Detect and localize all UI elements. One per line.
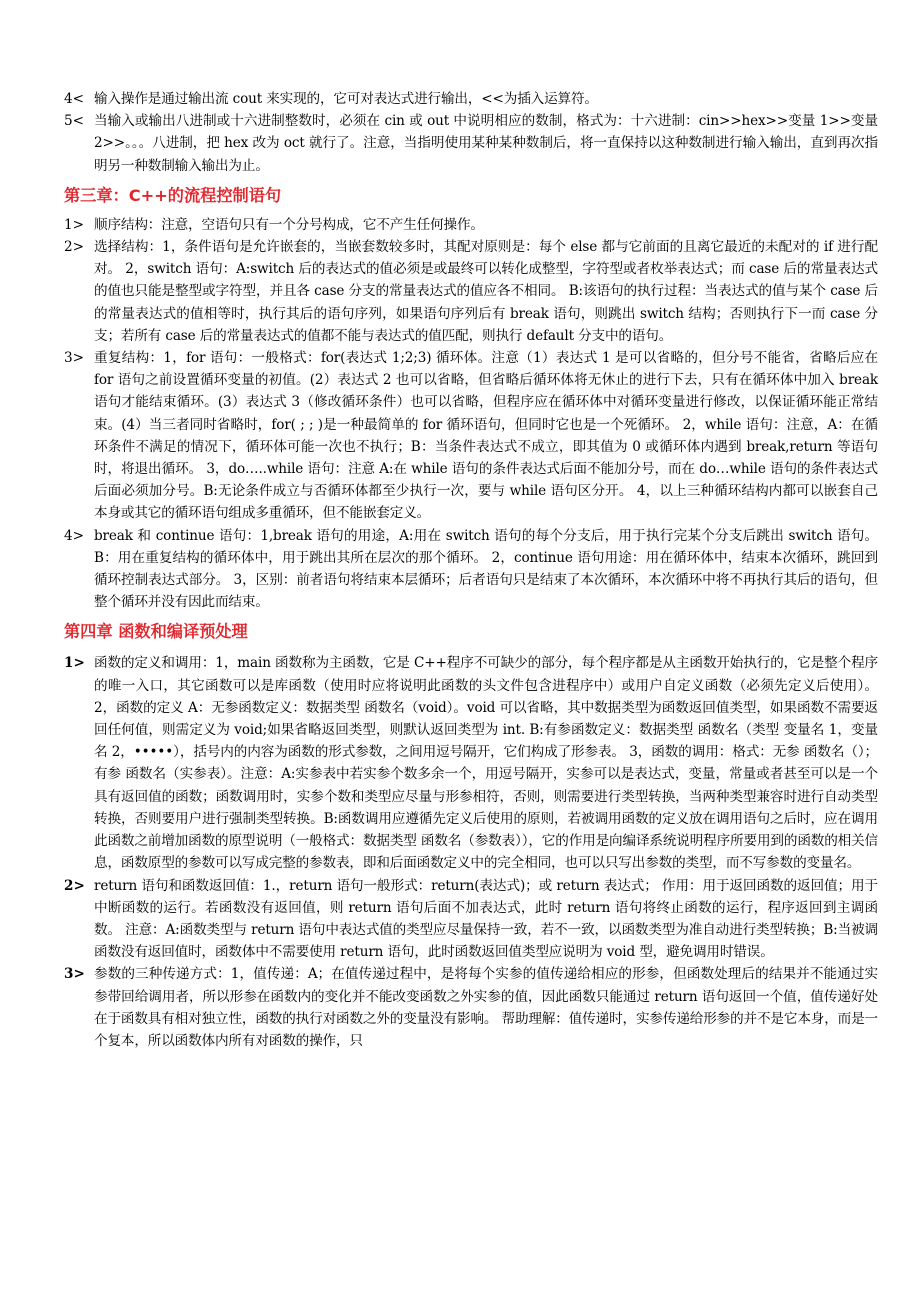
item-number: 3> [64, 350, 85, 367]
item-text: 参数的三种传递方式：1，值传递：A；在值传递过程中，是将每个实参的值传递给相应的形参，但函数处理后的结果并不能通过实参带回给调用者，所以形参在函数内的变化并不能改变函数之外实参的值，因此函数只能通过 return 语句返回一个值，值传递好处在于函数具有相对独立性，函数的执行对函数之外的变量没有影响。 帮助理解：值传递时，实参传递给形参的并不是它本身，而是一个复本，所以函数体内所有对函数的操作，只 [94, 966, 878, 1049]
item-number: 4> [64, 527, 85, 544]
item-text: 选择结构：1，条件语句是允许嵌套的，当嵌套数较多时，其配对原则是：每个 else 都与它前面的且离它最近的未配对的 if 进行配对。 2，switch 语句：A:switch 后的表达式的值必须是或最终可以转化成整型，字符型或者枚举表达式；而 case 后的常量表达式的值也只能是整型或字符型，并且各 case 分支的常量表达式的值应各不相同。 B:该语句的执行过程：当表达式的值与某个 case 后的常量表达式的值相等时，执行其后的语句序列，如果语句序列后有 break 语句，则跳出 switch 结构；否则执行下一而 case 分支；若所有 case 后的常量表达式的值都不能与表达式的值匹配，则执行 default 分支中的语句。 [94, 239, 878, 344]
item-number: 5< [64, 113, 85, 130]
item-text: break 和 continue 语句：1,break 语句的用途，A:用在 switch 语句的每个分支后，用于执行完某个分支后跳出 switch 语句。 B：用在重复结构的循环体中，用于跳出其所在层次的那个循环。 2，continue 语句用途：用在循环体中，结束本次循环，跳回到循环控制表达式部分。 3，区别：前者语句将结束本层循环；后者语句只是结束了本次循环，本次循环中将不再执行其后的语句，但整个循环并没有因此而结束。 [94, 527, 878, 611]
chapter-3-heading: 第三章：C++的流程控制语句 [64, 185, 282, 205]
list-item [64, 652, 878, 874]
list-item [64, 347, 878, 525]
item-number: 2> [64, 877, 85, 894]
list-item [64, 214, 878, 236]
item-number: 3> [64, 966, 85, 983]
item-number: 2> [64, 239, 85, 256]
chapter-4-heading: 第四章 函数和编译预处理 [64, 622, 248, 642]
list-item [64, 875, 878, 964]
list-item [64, 963, 878, 1052]
item-text: 重复结构：1，for 语句：一般格式：for(表达式 1;2;3) 循环体。注意（1）表达式 1 是可以省略的，但分号不能省，省略后应在 for 语句之前设置循环变量的初值。(2）表达式 2 也可以省略，但省略后循环体将无休止的进行下去，只有在循环体中加入 break 语句才能结束循环。(3）表达式 3（修改循环条件）也可以省略，但程序应在循环体中对循环变量进行修改，以保证循环能正常结束。(4）当三者同时省略时，for( ; ; )是一种最简单的 for 循环语句，但同时它也是一个死循环。 2，while 语句：注意，A：在循环条件不满足的情况下，循环体可能一次也不执行；B：当条件表达式不成立，即其值为 0 或循环体内遇到 break,return 等语句时，将退出循环。 3，do…..while 语句：注意 A:在 while 语句的条件表达式后面不能加分号，而在 do…while 语句的条件表达式后面必须加分号。B:无论条件成立与否循环体都至少执行一次，要与 while 语句区分开。 4，以上三种循环结构内都可以嵌套自己本身或其它的循环语句组成多重循环，但不能嵌套定义。 [94, 350, 878, 522]
list-item [64, 88, 878, 110]
item-number: 1> [64, 655, 85, 672]
item-number: 1> [64, 216, 85, 233]
item-text: 顺序结构：注意，空语句只有一个分号构成，它不产生任何操作。 [94, 216, 484, 233]
list-item [64, 236, 878, 347]
item-text: 函数的定义和调用：1，main 函数称为主函数，它是 C++程序不可缺少的部分，每个程序都是从主函数开始执行的，它是整个程序的唯一入口，其它函数可以是库函数（使用时应将说明此函数的头文件包含进程序中）或用户自定义函数（必须先定义后使用）。 2，函数的定义 A：无参函数定义：数据类型 函数名（void）。void 可以省略，其中数据类型为函数返回值类型，如果函数不需要返回任何值，则需定义为 void;如果省略返回类型，则默认返回类型为 int. B:有参函数定义：数据类型 函数名（类型 变量名 1，变量名 2，•••••），括号内的内容为函数的形式参数，之间用逗号隔开，它们构成了形参表。 3，函数的调用：格式：无参 函数名（）；有参 函数名（实参表）。注意：A:实参表中若实参个数多余一个，用逗号隔开，实参可以是表达式，变量，常量或者甚至可以是一个具有返回值的函数；函数调用时，实参个数和类型应尽量与形参相符，否则，则需要进行类型转换，当两种类型兼容时进行自动类型转换，否则要用户进行强制类型转换。B:函数调用应遵循先定义后使用的原则，若被调用函数的定义放在调用语句之后时，应在调用此函数之前增加函数的原型说明（一般格式：数据类型 函数名（参数表）），它的作用是向编译系统说明程序所要用到的函数的相关信息，函数原型的参数可以写成完整的参数表，即和后面函数定义中的完全相同，也可以只写出参数的类型，而不写参数的变量名。 [94, 655, 878, 872]
list-item [64, 525, 878, 614]
item-text: 当输入或输出八进制或十六进制整数时，必须在 cin 或 out 中说明相应的数制，格式为：十六进制：cin>>hex>>变量 1>>变量 2>>。。。八进制，把 hex 改为 oct 就行了。注意，当指明使用某种某种数制后，将一直保持以这种数制进行输入输出，直到再次指明另一种数制输入输出为止。 [94, 113, 878, 174]
list-item [64, 110, 878, 177]
item-text: return 语句和函数返回值：1.，return 语句一般形式：return(表达式)；或 return 表达式； 作用：用于返回函数的返回值；用于中断函数的运行。若函数没有返回值，则 return 语句后面不加表达式，此时 return 语句将终止函数的运行，程序返回到主调函数。 注意：A:函数类型与 return 语句中表达式值的类型应尽量保持一致，若不一致，以函数类型为准自动进行类型转换；B:当被调函数没有返回值时，函数体中不需要使用 return 语句，此时函数返回值类型应说明为 void 型，避免调用时错误。 [94, 877, 878, 961]
item-number: 4< [64, 91, 85, 107]
document-body [64, 88, 878, 1052]
item-text: 输入操作是通过输出流 cout 来实现的，它可对表达式进行输出，<<为插入运算符。 [94, 91, 598, 107]
